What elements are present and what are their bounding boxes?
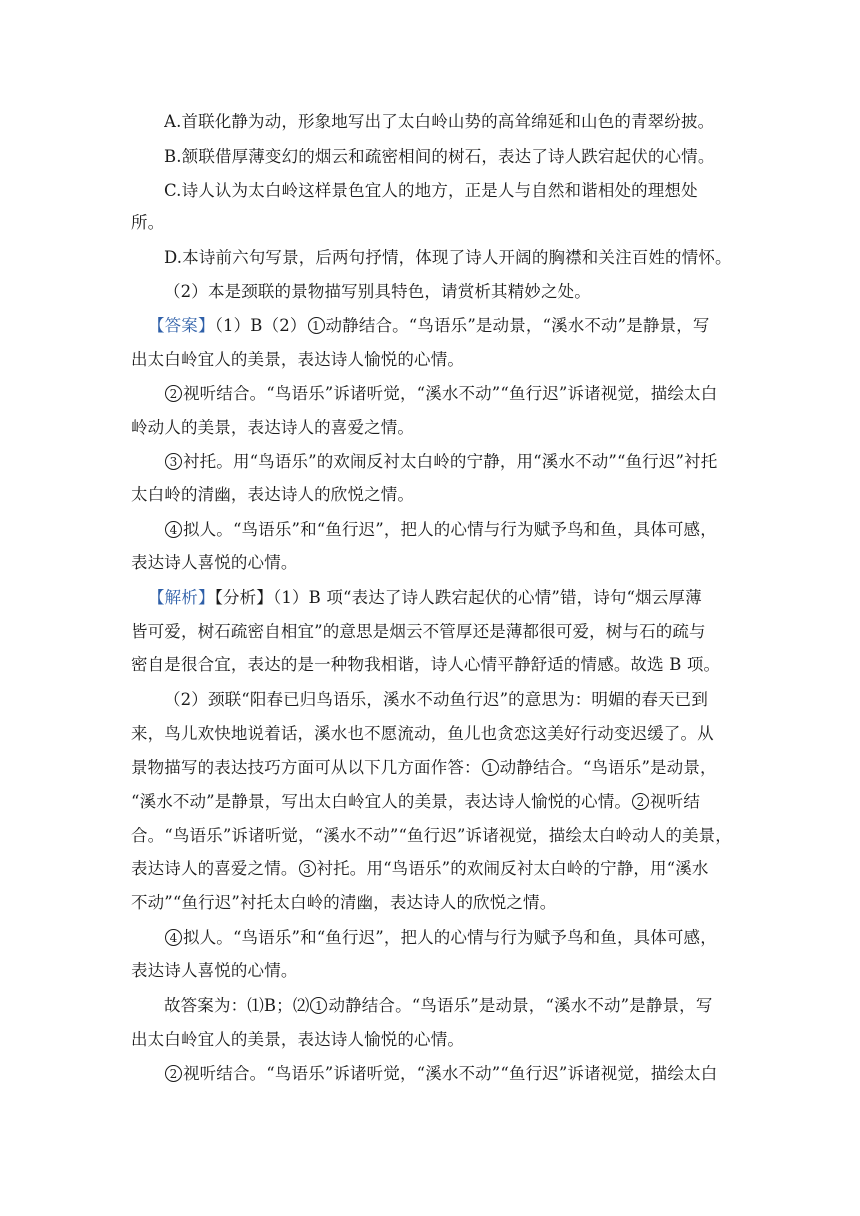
answer-line-6: 太白岭的清幽，表达诗人的欣悦之情。 [131, 485, 415, 504]
answer-line-5 [164, 452, 768, 472]
analysis-circled-1: 1 [482, 759, 499, 776]
analysis-p2-line-5: 合。“鸟语乐”诉诸听觉，“溪水不动”“鱼行迟”诉诸视觉，描绘太白岭动人的美景， [131, 826, 732, 845]
answer-part-1: （1）B（2） [214, 316, 307, 335]
final-circled-2: 2 [165, 1065, 182, 1082]
answer-text-5: 衬托。用“鸟语乐”的欢闹反衬太白岭的宁静，用“溪水不动”“鱼行迟”衬托 [183, 452, 718, 471]
final-answer-line-3 [164, 1064, 768, 1084]
analysis-line-1 [148, 588, 752, 608]
analysis-p3-line-1 [164, 928, 768, 948]
analysis-text-1: 【分析】（1）B 项“表达了诗人跌宕起伏的心情”错，诗句“烟云厚薄 [214, 588, 702, 607]
analysis-p2-text-3a: 景物描写的表达技巧方面可从以下几方面作答： [131, 758, 481, 777]
analysis-tag: 【解析】 [148, 588, 215, 607]
analysis-p2-text-6a: 表达诗人的喜爱之情。 [131, 859, 298, 878]
answer-text-7: 拟人。“鸟语乐”和“鱼行迟”，把人的心情与行为赋予鸟和鱼，具体可感， [183, 520, 717, 539]
choice-d: D.本诗前六句写景，后两句抒情，体现了诗人开阔的胸襟和关注百姓的情怀。 [164, 248, 732, 267]
answer-tag: 【答案】 [148, 316, 215, 335]
final-answer-line-1 [164, 996, 768, 1016]
analysis-p2-text-4a: “溪水不动”是静景，写出太白岭宜人的美景，表达诗人愉悦的心情。 [131, 792, 632, 811]
analysis-circled-4: 4 [165, 929, 182, 946]
analysis-p2-text-6b: 衬托。用“鸟语乐”的欢闹反衬太白岭的宁静，用“溪水 [316, 859, 709, 878]
answer-text-3: 视听结合。“鸟语乐”诉诸听觉，“溪水不动”“鱼行迟”诉诸视觉，描绘太白 [183, 384, 718, 403]
circled-number-2: 2 [165, 385, 182, 402]
final-text-1a: 故答案为：⑴B；⑵ [164, 996, 310, 1015]
answer-line-4: 岭动人的美景，表达诗人的喜爱之情。 [131, 418, 415, 437]
answer-line-1 [148, 316, 752, 336]
analysis-p3-line-2: 表达诗人喜悦的心情。 [131, 961, 298, 980]
circled-number-1: 1 [308, 317, 325, 334]
answer-line-8: 表达诗人喜悦的心情。 [131, 553, 298, 572]
analysis-line-3: 密自是很合宜，表达的是一种物我相谐，诗人心情平静舒适的情感。故选 B 项。 [131, 655, 721, 674]
analysis-p2-line-1: （2）颈联“阳春已归鸟语乐，溪水不动鱼行迟”的意思为：明媚的春天已到 [164, 690, 708, 709]
final-text-1b: 动静结合。“鸟语乐”是动景，“溪水不动”是静景，写 [328, 996, 713, 1015]
analysis-p3-text-1: 拟人。“鸟语乐”和“鱼行迟”，把人的心情与行为赋予鸟和鱼，具体可感， [183, 928, 717, 947]
analysis-p2-line-3 [131, 758, 735, 778]
analysis-circled-2: 2 [632, 793, 649, 810]
choice-c-line2: 所。 [131, 213, 165, 232]
analysis-p2-line-4 [131, 792, 735, 812]
final-text-3: 视听结合。“鸟语乐”诉诸听觉，“溪水不动”“鱼行迟”诉诸视觉，描绘太白 [183, 1064, 718, 1083]
answer-line-2: 出太白岭宜人的美景，表达诗人愉悦的心情。 [131, 350, 464, 369]
answer-line-7 [164, 520, 768, 540]
choice-c-line1: C.诗人认为太白岭这样景色宜人的地方，正是人与自然和谐相处的理想处 [164, 181, 698, 200]
analysis-p2-text-3b: 动静结合。“鸟语乐”是动景， [499, 758, 717, 777]
choice-a: A.首联化静为动，形象地写出了太白岭山势的高耸绵延和山色的青翠纷披。 [164, 112, 715, 131]
analysis-line-2: 皆可爱，树石疏密自相宜”的意思是烟云不管厚还是薄都很可爱，树与石的疏与 [131, 622, 706, 641]
answer-line-3 [164, 384, 768, 404]
circled-number-3: 3 [165, 453, 182, 470]
final-circled-1: 1 [310, 997, 327, 1014]
analysis-p2-line-7: 不动”“鱼行迟”衬托太白岭的清幽，表达诗人的欣悦之情。 [131, 893, 557, 912]
final-answer-line-2: 出太白岭宜人的美景，表达诗人愉悦的心情。 [131, 1030, 464, 1049]
question-2: （2）本是颈联的景物描写别具特色，请赏析其精妙之处。 [164, 282, 591, 301]
analysis-p2-text-4b: 视听结 [650, 792, 700, 811]
analysis-p2-line-2: 来，鸟儿欢快地说着话，溪水也不愿流动，鱼儿也贪恋这美好行动变迟缓了。从 [131, 724, 714, 743]
circled-number-4: 4 [165, 521, 182, 538]
analysis-p2-line-6 [131, 859, 735, 879]
choice-b: B.颔联借厚薄变幻的烟云和疏密相间的树石，表达了诗人跌宕起伏的心情。 [164, 147, 715, 166]
analysis-circled-3: 3 [299, 860, 316, 877]
answer-part-1b: 动静结合。“鸟语乐”是动景，“溪水不动”是静景，写 [325, 316, 710, 335]
